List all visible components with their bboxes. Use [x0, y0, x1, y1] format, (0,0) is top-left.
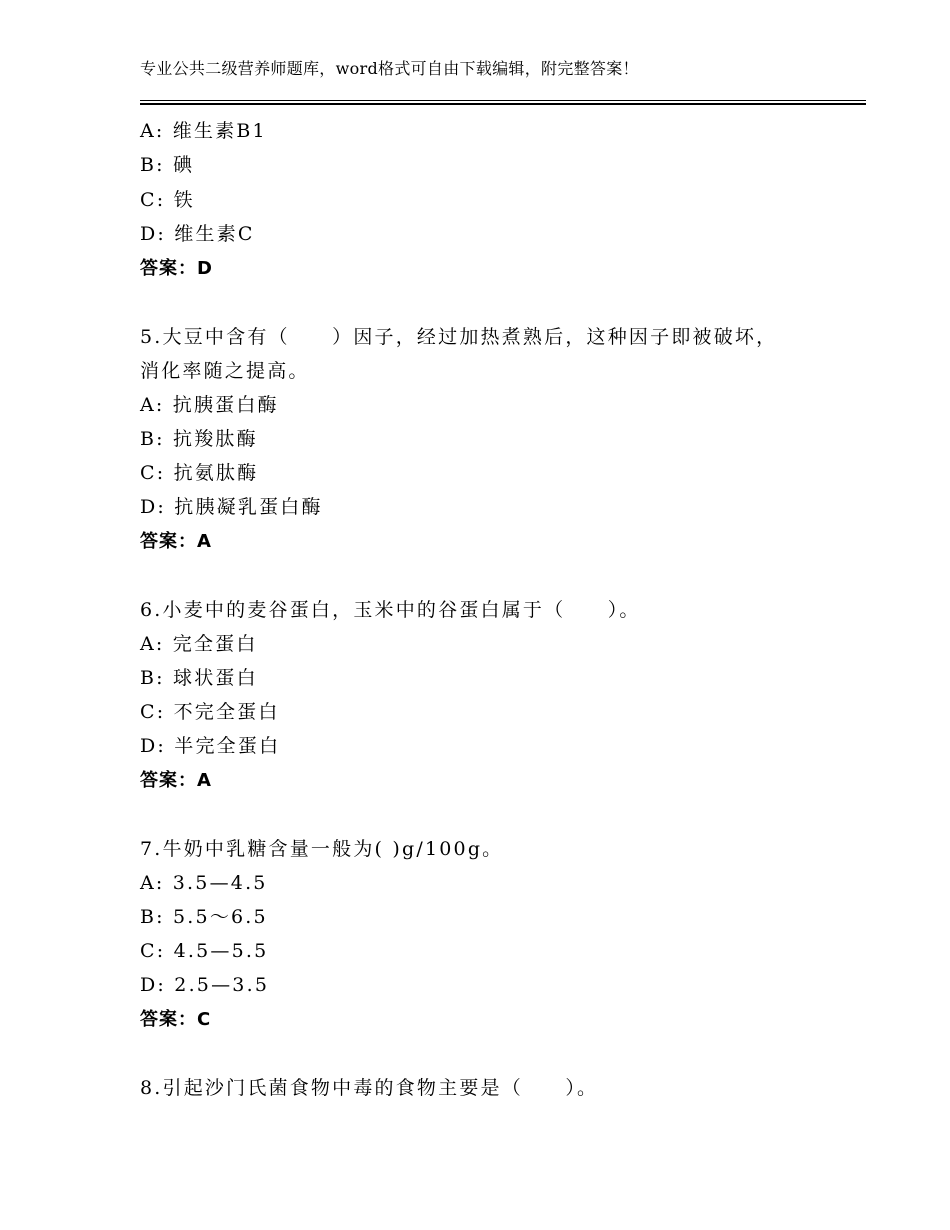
q4-answer: 答案：D	[140, 258, 213, 279]
q6-option-d: D: 半完全蛋白	[140, 735, 281, 757]
header-rule-thick	[140, 103, 866, 105]
q7-option-a: A: 3.5—4.5	[140, 872, 268, 894]
q5-option-c: C: 抗氨肽酶	[140, 462, 259, 484]
q6-option-b: B: 球状蛋白	[140, 667, 258, 689]
q6-option-c: C: 不完全蛋白	[140, 701, 280, 723]
q5-stem-line2: 消化率随之提高。	[140, 360, 310, 382]
q4-option-d: D: 维生素C	[140, 223, 255, 245]
q4-option-c: C: 铁	[140, 189, 195, 211]
q4-option-b: B: 碘	[140, 154, 195, 176]
q5-stem-line1: 5.大豆中含有（ ）因子，经过加热煮熟后，这种因子即被破坏，	[140, 326, 778, 348]
q6-option-a: A: 完全蛋白	[140, 633, 258, 655]
q5-answer: 答案：A	[140, 531, 212, 552]
q6-stem: 6.小麦中的麦谷蛋白，玉米中的谷蛋白属于（ ）。	[140, 599, 641, 621]
q8-stem: 8.引起沙门氏菌食物中毒的食物主要是（ ）。	[140, 1077, 599, 1099]
q7-option-d: D: 2.5—3.5	[140, 974, 270, 996]
q7-stem: 7.牛奶中乳糖含量一般为( )g/100g。	[140, 838, 504, 860]
q4-option-a: A: 维生素B1	[140, 120, 267, 142]
header-rule-thin	[140, 100, 866, 101]
q6-answer: 答案：A	[140, 770, 212, 791]
q5-option-d: D: 抗胰凝乳蛋白酶	[140, 496, 323, 518]
page-header: 专业公共二级营养师题库，word格式可自由下载编辑，附完整答案！	[140, 59, 639, 78]
q5-option-b: B: 抗羧肽酶	[140, 428, 258, 450]
q5-option-a: A: 抗胰蛋白酶	[140, 394, 279, 416]
q7-option-c: C: 4.5—5.5	[140, 940, 269, 962]
q7-answer: 答案：C	[140, 1009, 212, 1030]
q7-option-b: B: 5.5～6.5	[140, 906, 268, 928]
